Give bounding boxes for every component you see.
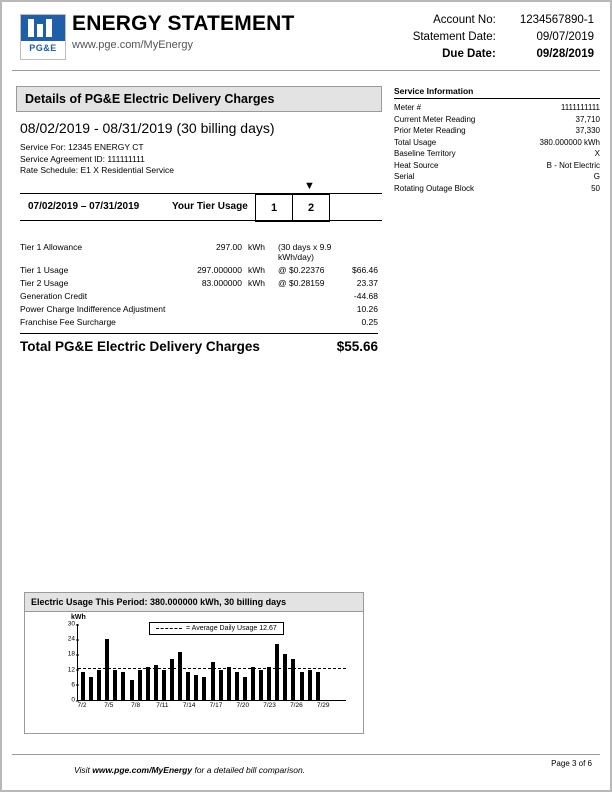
chart-bar (89, 677, 93, 700)
charge-amount: -44.68 (353, 291, 378, 301)
charge-desc: Tier 2 Usage (20, 278, 69, 288)
account-number-value: 1234567890-1 (519, 14, 594, 26)
si-value: 380.000000 kWh (539, 137, 600, 147)
tier-cell-2: 2 (293, 194, 330, 222)
charge-amount: 10.26 (356, 304, 378, 314)
table-row (20, 303, 378, 316)
charge-rate: @ $0.28159 (278, 278, 325, 288)
charge-unit (248, 316, 278, 329)
tier-period-label: 07/02/2019 – 07/31/2019 (28, 200, 140, 212)
header-website-link[interactable]: www.pge.com/MyEnergy (72, 39, 194, 51)
title-block (72, 12, 295, 51)
chart-tick-mark (76, 685, 79, 686)
si-value: 1111111111 (560, 103, 600, 112)
chart-bar (275, 644, 279, 700)
charge-unit: kWh (248, 278, 265, 288)
footer-note-suffix: for a detailed bill comparison. (192, 765, 306, 775)
account-summary (413, 12, 594, 63)
si-label: Current Meter Reading (394, 114, 476, 124)
chart-xtick: 7/29 (316, 702, 330, 709)
tier-usage-heading: Your Tier Usage (172, 200, 248, 212)
chart-ytick: 0 (71, 697, 75, 704)
charge-unit (248, 290, 278, 303)
list-item (394, 102, 600, 114)
charge-desc: Franchise Fee Surcharge (20, 317, 116, 327)
tier-arrow-icon: ▼ (304, 179, 315, 192)
rate-schedule: Rate Schedule: E1 X Residential Service (20, 165, 175, 175)
logo-bars-icon (28, 19, 58, 37)
chart-tick-mark (76, 670, 79, 671)
chart-bar (291, 659, 295, 700)
service-for: Service For: 12345 ENERGY CT (20, 142, 144, 152)
billing-period: 08/02/2019 - 08/31/2019 (30 billing days) (20, 120, 275, 136)
pge-logo (20, 14, 66, 60)
si-label: Prior Meter Reading (394, 126, 466, 135)
chart-bar (227, 667, 231, 700)
chart-tick-mark (76, 654, 79, 655)
tier-usage-bar (20, 193, 382, 221)
chart-xtick: 7/8 (131, 702, 141, 709)
chart-xtick: 7/11 (156, 702, 169, 709)
chart-bar (121, 672, 125, 700)
charge-desc: Generation Credit (20, 291, 88, 301)
si-label: Heat Source (394, 160, 439, 170)
footer-link[interactable]: www.pge.com/MyEnergy (92, 765, 193, 775)
chart-xtick: 7/23 (263, 702, 276, 709)
chart-bar (251, 667, 255, 700)
chart-bar (316, 672, 320, 700)
charge-qty (170, 303, 248, 316)
si-label: Meter # (394, 103, 422, 112)
account-number-label: Account No: (433, 14, 496, 26)
chart-title: Electric Usage This Period: 380.000000 kWh, 30 billing days (25, 593, 363, 612)
charge-amount: $66.46 (352, 265, 378, 275)
statement-date-label: Statement Date: (412, 31, 496, 43)
page-title: ENERGY STATEMENT (72, 12, 295, 35)
chart-bar (170, 659, 174, 700)
charge-desc: Tier 1 Allowance (20, 242, 83, 252)
chart-tick-mark (76, 624, 79, 625)
due-date-value: 09/28/2019 (536, 48, 594, 60)
chart-bar (202, 677, 206, 700)
chart-ytick: 12 (68, 666, 75, 673)
chart-bar (194, 675, 198, 700)
chart-xtick: 7/5 (104, 702, 114, 709)
charge-unit: kWh (248, 265, 265, 275)
chart-bar (211, 662, 215, 700)
tier-usage-block (16, 179, 382, 231)
table-row (20, 290, 378, 303)
chart-bar (105, 639, 109, 700)
chart-bar (113, 670, 117, 700)
si-value: X (594, 149, 600, 158)
list-item (394, 171, 600, 183)
charge-unit (248, 303, 278, 316)
charge-qty: 83.000000 (201, 278, 242, 288)
chart-bar (130, 680, 134, 700)
logo-label: PG&E (29, 43, 57, 53)
chart-xaxis-labels (77, 702, 345, 714)
chart-bar (235, 672, 239, 700)
statement-date-row (413, 29, 594, 46)
chart-ytick: 18 (68, 651, 75, 658)
chart-bar (162, 670, 166, 700)
charge-amount (344, 241, 378, 264)
total-label: Total PG&E Electric Delivery Charges (20, 338, 260, 354)
charge-rate (278, 290, 344, 303)
list-item (394, 125, 600, 137)
list-item (394, 160, 600, 172)
charge-rate: @ $0.22376 (278, 265, 325, 275)
list-item (394, 137, 600, 149)
account-number-row (413, 12, 594, 29)
charge-rate: (30 days x 9.9 kWh/day) (278, 242, 332, 262)
chart-bar (146, 667, 150, 700)
footer-divider (12, 754, 600, 755)
table-row (20, 277, 378, 290)
chart-bar (154, 665, 158, 700)
chart-tick-mark (76, 700, 79, 701)
header-divider (12, 70, 600, 71)
footer-note (74, 765, 305, 775)
total-amount: $55.66 (336, 338, 378, 354)
charge-amount: 0.25 (361, 317, 378, 327)
si-label: Rotating Outage Block (394, 183, 475, 193)
statement-date-value: 09/07/2019 (536, 31, 594, 43)
chart-plot (67, 620, 346, 704)
chart-area (25, 612, 363, 727)
list-item (394, 148, 600, 160)
chart-ylabel: kWh (71, 614, 86, 621)
due-date-label: Due Date: (442, 48, 496, 60)
charge-details-section (16, 86, 382, 354)
si-value: 37,710 (575, 114, 600, 124)
section-title: Details of PG&E Electric Delivery Charges (16, 86, 382, 112)
charge-rate (278, 316, 344, 329)
charges-table (20, 241, 378, 329)
chart-ytick: 6 (71, 681, 75, 688)
si-value: B - Not Electric (546, 160, 600, 170)
chart-bar (186, 672, 190, 700)
chart-bar (219, 670, 223, 700)
footer-note-prefix: Visit (74, 765, 93, 775)
table-row (20, 264, 378, 277)
table-row (20, 241, 378, 264)
charge-qty: 297.00 (216, 242, 242, 252)
chart-bar (178, 652, 182, 700)
logo-block (21, 15, 65, 41)
charge-qty (170, 316, 248, 329)
chart-xtick: 7/26 (290, 702, 303, 709)
chart-bar (308, 670, 312, 700)
chart-xtick: 7/2 (77, 702, 87, 709)
charge-amount: 23.37 (356, 278, 378, 288)
chart-xtick: 7/17 (209, 702, 223, 709)
page-number: Page 3 of 6 (551, 759, 592, 768)
tier-cell-1: 1 (255, 194, 293, 222)
chart-bar (81, 672, 85, 700)
tier-cells (255, 194, 330, 220)
list-item (394, 183, 600, 195)
service-information-title: Service Information (394, 86, 600, 99)
charge-desc: Tier 1 Usage (20, 265, 69, 275)
charge-unit: kWh (248, 242, 265, 252)
charge-rate (278, 303, 344, 316)
chart-bar (283, 654, 287, 700)
list-item (394, 114, 600, 126)
si-label: Serial (394, 172, 415, 181)
page-header (2, 2, 610, 68)
charge-qty (170, 290, 248, 303)
chart-bar (300, 672, 304, 700)
chart-bar (138, 670, 142, 700)
chart-bar (267, 667, 271, 700)
chart-tick-mark (76, 639, 79, 640)
service-information-section (394, 86, 600, 194)
total-divider (20, 333, 378, 334)
chart-xtick: 7/14 (182, 702, 196, 709)
chart-bar (97, 670, 101, 700)
si-label: Total Usage (394, 137, 437, 147)
total-row (20, 339, 378, 354)
charge-qty: 297.000000 (197, 265, 242, 275)
chart-bars (78, 624, 346, 700)
table-row (20, 316, 378, 329)
service-agreement-id: Service Agreement ID: 111111111 (20, 153, 145, 164)
legend-label: = Average Daily Usage 12.67 (186, 625, 277, 632)
si-value: 50 (591, 183, 600, 193)
si-label: Baseline Territory (394, 149, 456, 158)
due-date-row (413, 46, 594, 63)
chart-ytick: 24 (68, 636, 75, 643)
chart-xtick: 7/20 (236, 702, 250, 709)
chart-bar (259, 670, 263, 700)
usage-chart (24, 592, 364, 734)
chart-ytick: 30 (68, 621, 75, 628)
charge-desc: Power Charge Indifference Adjustment (20, 304, 166, 314)
si-value: G (593, 172, 600, 181)
chart-bar (243, 677, 247, 700)
si-value: 37,330 (575, 126, 600, 135)
